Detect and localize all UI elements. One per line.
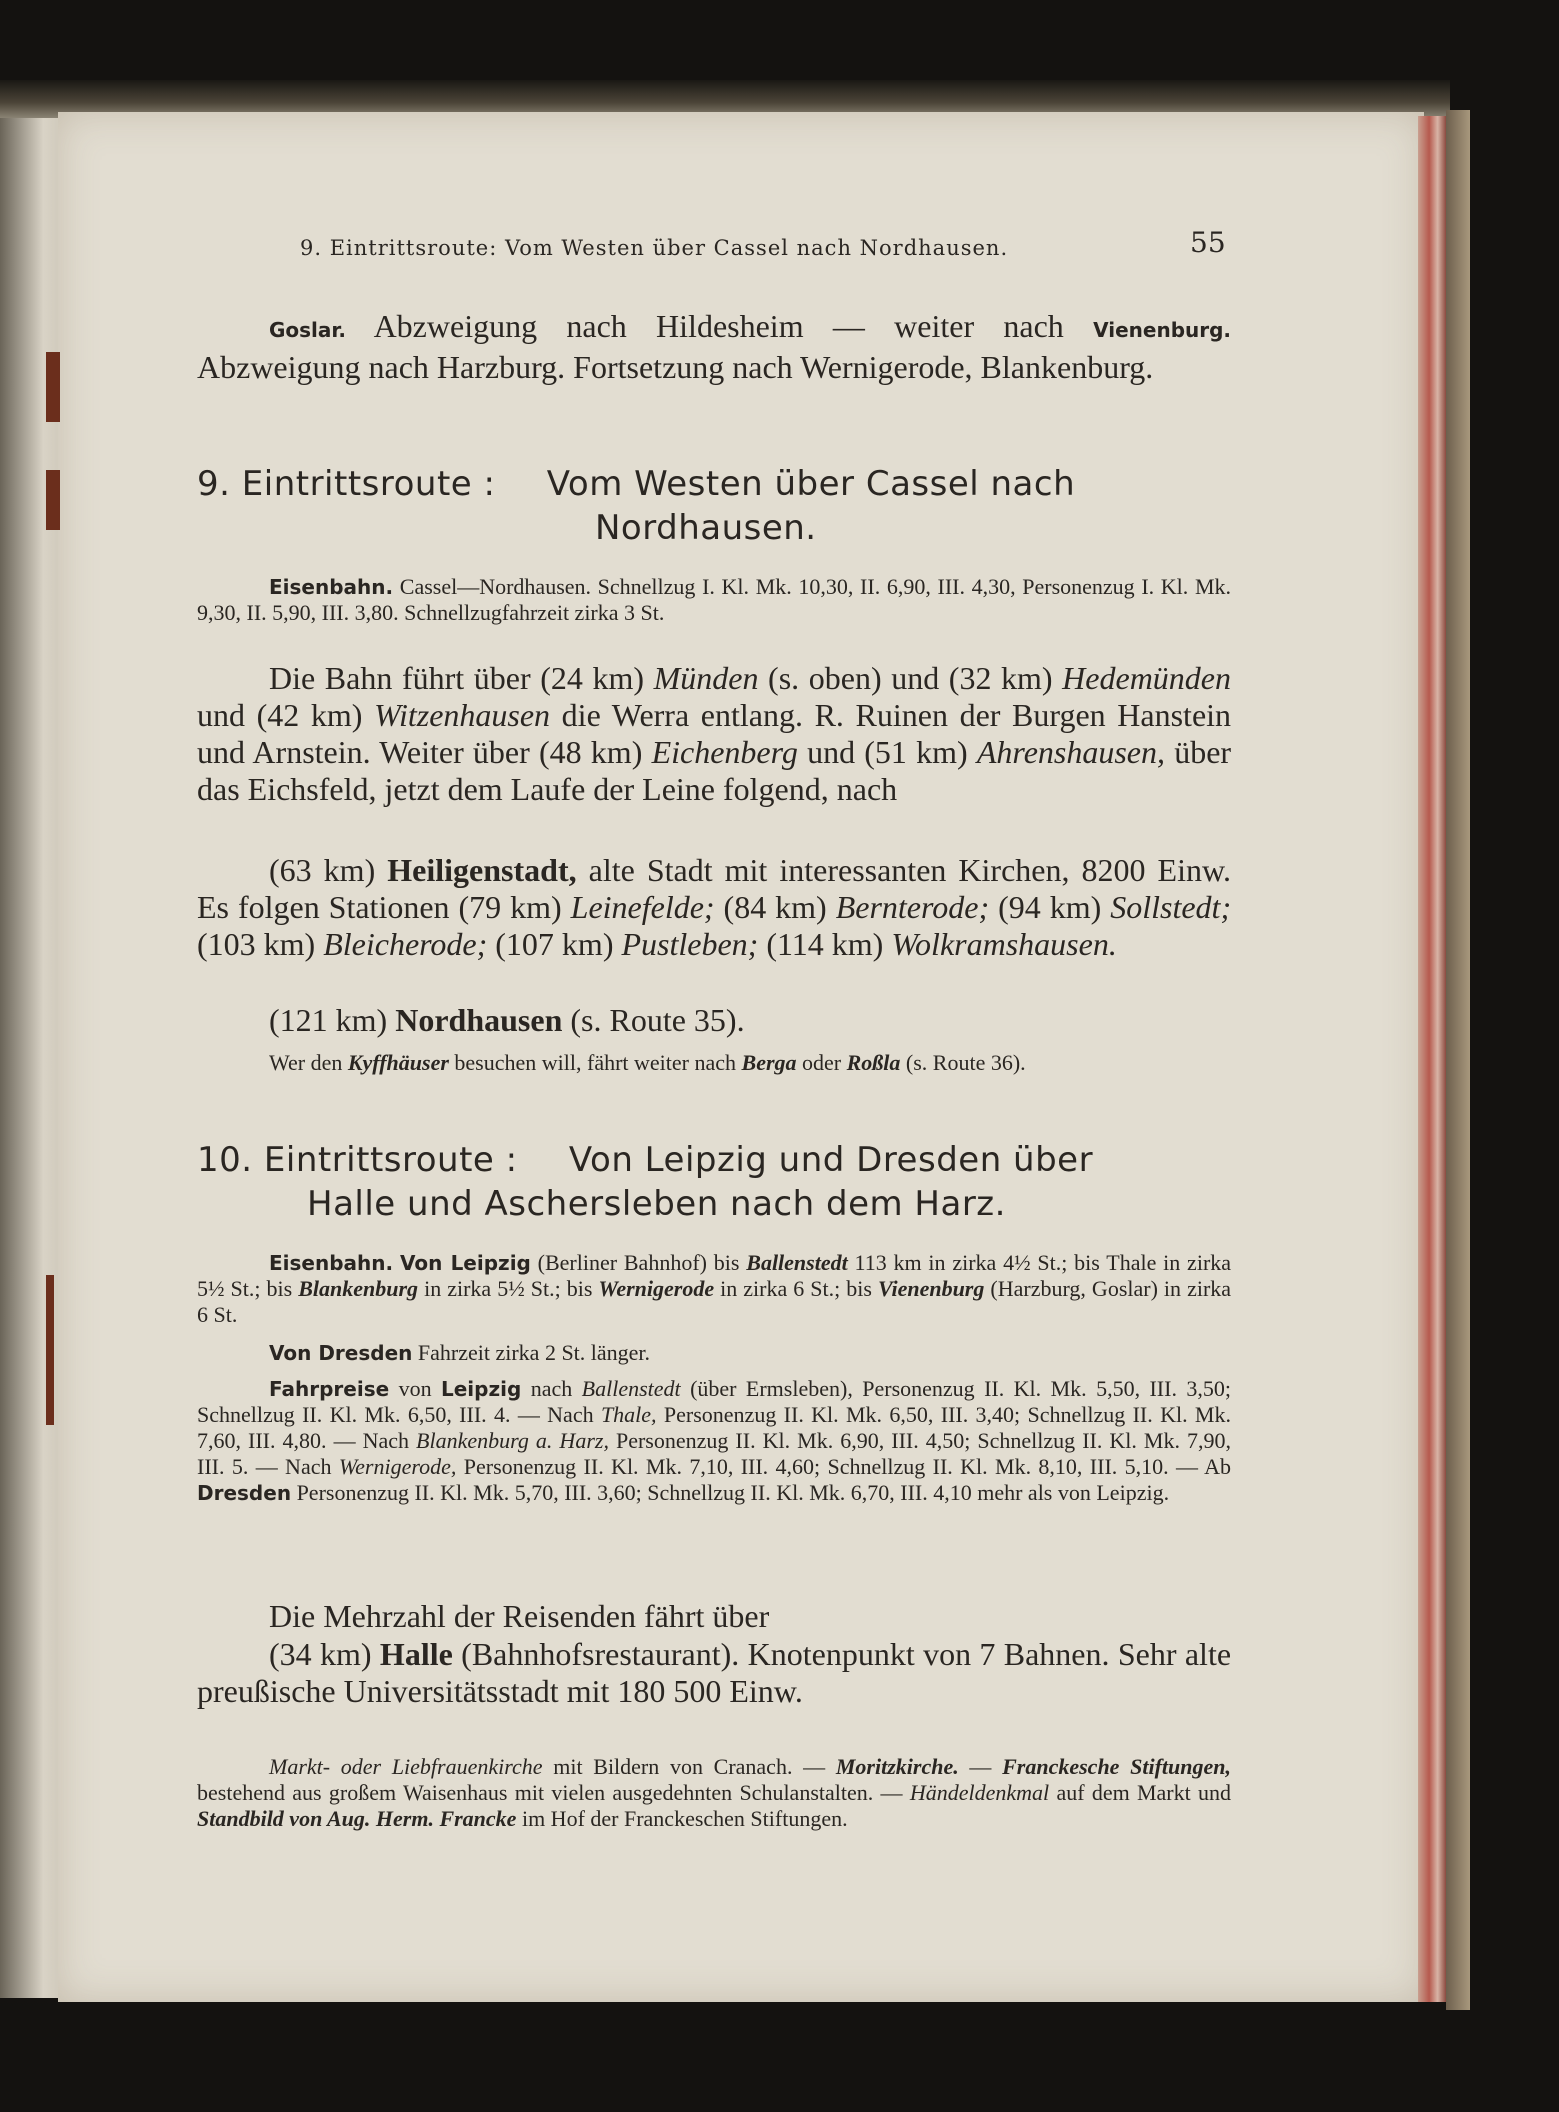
text: (s. Route 36). <box>905 1050 1026 1075</box>
page-number: 55 <box>1190 226 1226 259</box>
text: (63 km) <box>269 852 376 888</box>
text: Fahrzeit zirka 2 St. länger. <box>417 1340 651 1365</box>
text: in zirka 6 St.; bis <box>720 1276 872 1301</box>
place-italic: Bernterode; <box>835 889 990 925</box>
text: alte Stadt mit interessanten Kirchen, 8200 Einw. Es folgen Stationen (79 km) <box>197 852 1232 925</box>
place-italic: Witzenhausen <box>374 697 551 733</box>
text: Personenzug II. Kl. Mk. 6,50, III. 3,40; Schnellzug II. Kl. Mk. 7,60, III. 4,80. — Nach <box>197 1402 1231 1453</box>
route-title-line1: Von Leipzig und Dresden über <box>568 1140 1094 1180</box>
text: (107 km) <box>495 926 614 962</box>
place-italic: Hedemünden <box>1062 660 1231 696</box>
text: nach <box>530 1376 573 1401</box>
place-bold: Halle <box>379 1636 453 1672</box>
text: — <box>969 1754 992 1779</box>
text-bold: Leipzig <box>441 1377 522 1401</box>
text: die Werra entlang. R. Ruinen der Burgen Hanstein und Arnstein. Weiter über (48 km) <box>197 697 1232 770</box>
running-header: 9. Eintrittsroute: Vom Westen über Cassel nach Nordhausen. <box>300 236 1009 260</box>
route-10-heading <box>197 1138 1231 1226</box>
route-title-line2: Halle und Aschersleben nach dem Harz. <box>307 1184 1006 1224</box>
place-italic: Pustleben; <box>621 926 759 962</box>
text: Abzweigung nach Harzburg. Fortsetzung nach Wernigerode, Blankenburg. <box>197 349 1154 385</box>
route-10-eisenbahn <box>197 1250 1231 1328</box>
margin-mark <box>46 1275 54 1425</box>
route-10-paragraph-1: Die Mehrzahl der Reisenden fährt über <box>269 1598 770 1634</box>
route-9-paragraph-3 <box>197 1002 1231 1039</box>
place-bold: Nordhausen <box>395 1002 563 1038</box>
route-number: 10. <box>197 1140 253 1180</box>
place-goslar: Goslar. <box>269 318 347 342</box>
route-label: Eintrittsroute : <box>241 464 496 504</box>
place-italic: Markt- oder Liebfrauenkirche <box>269 1754 543 1779</box>
place-italic: Blankenburg <box>298 1276 419 1301</box>
red-page-edges <box>1418 116 1446 2002</box>
place-italic: Moritzkirche. <box>835 1754 959 1779</box>
text: (s. oben) und (32 km) <box>768 660 1053 696</box>
place-italic: Eichenberg <box>651 734 798 770</box>
text: mit Bildern von Cranach. — <box>553 1754 826 1779</box>
text: oder <box>802 1050 842 1075</box>
place-italic: Franckesche Stiftungen, <box>1002 1754 1232 1779</box>
label-fahrpreise: Fahrpreise <box>269 1377 390 1401</box>
book-cover-edge <box>1446 110 1470 2010</box>
place-italic: Standbild von Aug. Herm. Francke <box>197 1806 517 1831</box>
text: (34 km) <box>269 1636 372 1672</box>
route-9-paragraph-2 <box>197 852 1231 963</box>
text-bold: Von Dresden <box>269 1341 413 1365</box>
text: (114 km) <box>766 926 884 962</box>
place-italic: Münden <box>653 660 759 696</box>
text: von <box>398 1376 432 1401</box>
text: (über Ermsleben), Personenzug II. Kl. Mk. 5,50, III. 3,50; Schnellzug II. Kl. Mk. 6,50, III. 4. — Nach <box>197 1376 1231 1427</box>
place-italic: Bleicherode; <box>323 926 488 962</box>
place-italic: Ballenstedt <box>746 1250 848 1275</box>
place-italic: Wolkramshausen. <box>891 926 1117 962</box>
place-italic: Kyffhäuser <box>347 1050 449 1075</box>
text: (103 km) <box>197 926 316 962</box>
route-10-note <box>197 1754 1231 1832</box>
text: (Bahnhofsrestaurant). Knotenpunkt von 7 Bahnen. Sehr alte preußische Universitätsstadt mit 180 500 Einw. <box>197 1636 1232 1709</box>
text: Personenzug II. Kl. Mk. 5,70, III. 3,60; Schnellzug II. Kl. Mk. 6,70, III. 4,10 mehr als von Leipzig. <box>296 1480 1170 1505</box>
text: besuchen will, fährt weiter nach <box>454 1050 737 1075</box>
route-9-paragraph-1 <box>197 660 1231 808</box>
text: und (42 km) <box>197 697 363 733</box>
route-9-heading <box>197 462 1231 550</box>
text: (94 km) <box>998 889 1102 925</box>
route-9-eisenbahn <box>197 574 1231 626</box>
text: im Hof der Franckeschen Stiftungen. <box>521 1806 848 1831</box>
place-italic: Vienenburg <box>878 1276 985 1301</box>
route-9-note <box>197 1050 1231 1076</box>
text: Personenzug II. Kl. Mk. 6,90, III. 4,50; Schnellzug II. Kl. Mk. 7,90, III. 5. — Nach <box>197 1428 1231 1479</box>
margin-mark <box>46 470 60 530</box>
place-italic: Blankenburg a. Harz, <box>416 1428 609 1453</box>
place-italic: Ballenstedt <box>581 1376 681 1401</box>
place-italic: Berga <box>741 1050 797 1075</box>
route-10-paragraph-2 <box>197 1636 1231 1710</box>
text: (Berliner Bahnhof) bis <box>537 1250 740 1275</box>
text: Cassel—Nordhausen. Schnellzug I. Kl. Mk. 10,30, II. 6,90, III. 4,30, Personenzug I. Kl. Mk. 9,30, II. 5,90, III. 3,80. Schnellzugfahrzeit zirka 3 St. <box>197 574 1232 625</box>
text-bold: Von Leipzig <box>399 1251 531 1275</box>
place-italic: Leinefelde; <box>570 889 715 925</box>
text: in zirka 5½ St.; bis <box>424 1276 593 1301</box>
place-vienenburg: Vienenburg. <box>1093 318 1232 342</box>
place-italic: Wernigerode, <box>338 1454 457 1479</box>
route-label: Eintrittsroute : <box>263 1140 518 1180</box>
route-title-line2: Nordhausen. <box>595 508 817 548</box>
text: 113 km in zirka 4½ St.; bis Thale in zirka 5½ St.; bis <box>197 1250 1232 1301</box>
text: (84 km) <box>723 889 827 925</box>
place-bold: Heiligenstadt, <box>387 852 577 888</box>
label-eisenbahn: Eisenbahn. <box>269 1251 394 1275</box>
place-italic: Ahrenshausen, <box>976 734 1165 770</box>
text: und (51 km) <box>807 734 968 770</box>
text: Die Bahn führt über (24 km) <box>269 660 644 696</box>
place-italic: Roßla <box>846 1050 901 1075</box>
place-italic: Wernigerode <box>598 1276 715 1301</box>
text: (121 km) <box>269 1002 388 1038</box>
margin-mark <box>46 352 60 422</box>
text: Abzweigung nach Hildesheim — weiter nach <box>373 308 1064 344</box>
text: Wer den <box>269 1050 343 1075</box>
route-10-dresden <box>197 1340 1231 1366</box>
paragraph-goslar <box>197 308 1231 386</box>
place-italic: Händeldenkmal <box>909 1780 1050 1805</box>
text: (s. Route 35). <box>570 1002 745 1038</box>
text: (Harzburg, Goslar) in zirka 6 St. <box>197 1276 1232 1327</box>
place-italic: Sollstedt; <box>1110 889 1232 925</box>
text: Personenzug II. Kl. Mk. 7,10, III. 4,60; Schnellzug II. Kl. Mk. 8,10, III. 5,10. — Ab <box>463 1454 1232 1479</box>
label-eisenbahn: Eisenbahn. <box>269 575 394 599</box>
route-number: 9. <box>197 464 231 504</box>
route-title-line1: Vom Westen über Cassel nach <box>546 464 1076 504</box>
text: auf dem Markt und <box>1056 1780 1232 1805</box>
place-italic: Thale, <box>600 1402 657 1427</box>
route-10-fahrpreise <box>197 1376 1231 1506</box>
text: bestehend aus großem Waisenhaus mit vielen ausgedehnten Schulanstalten. — <box>197 1780 903 1805</box>
text: über das Eichsfeld, jetzt dem Laufe der Leine folgend, nach <box>197 734 1232 807</box>
text-bold: Dresden <box>197 1481 292 1505</box>
